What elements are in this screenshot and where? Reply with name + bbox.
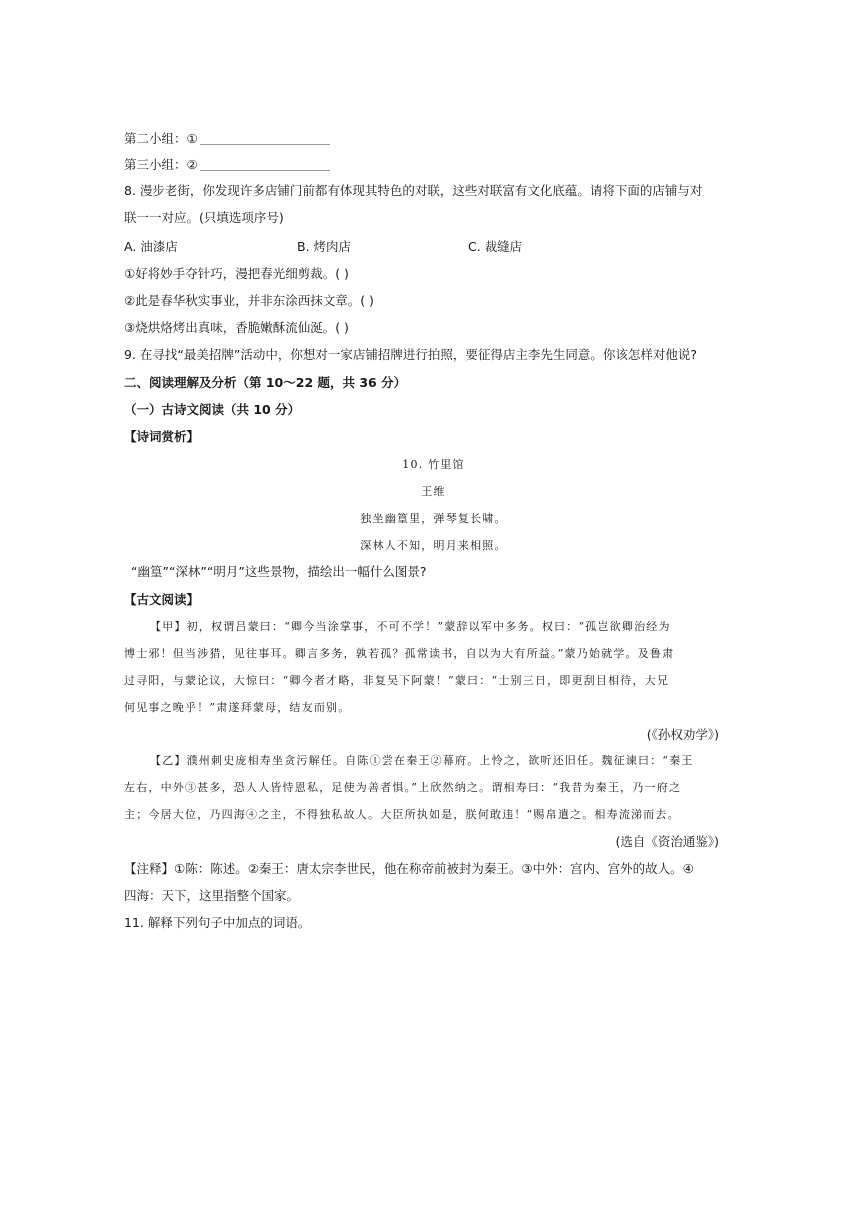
source-b: (选自《资治通鉴》)	[615, 834, 719, 849]
notes-line-1: 【注释】①陈：陈述。②秦王：唐太宗李世民，他在称帝前被封为秦王。③中外：宫内、宫外的故人。④	[124, 861, 694, 876]
passage-b-line-1: 【乙】濮州刺史庞相寿坐贪污解任。自陈①尝在秦王②幕府。上怜之，欲听还旧任。魏征谏曰：“秦王	[150, 754, 694, 767]
poetry-header: 【诗词赏析】	[124, 429, 200, 444]
q8-item-3: ③烧烘烙烤出真味，香脆嫩酥流仙涎。( )	[124, 320, 349, 335]
passage-a-line-4: 何见事之晚乎！”肃遂拜蒙母，结友而别。	[124, 701, 351, 714]
poem-question: “幽篁”“深林”“明月”这些景物，描绘出一幅什么图景?	[131, 564, 427, 579]
notes-line-2: 四海：天下，这里指整个国家。	[124, 888, 300, 903]
group3-answer-blank[interactable]	[200, 158, 330, 171]
group2-label: 第二小组：①	[124, 131, 198, 146]
passage-a-line-2: 博士邪！但当涉猎，见往事耳。卿言多务，孰若孤？孤常读书，自以为大有所益。”蒙乃始就学。及鲁肃	[124, 647, 675, 660]
q8-line2: 联一一对应。(只填选项序号)	[124, 210, 284, 225]
answer-line-group3	[124, 157, 330, 173]
q8-option-c: C. 裁缝店	[468, 239, 523, 254]
q8-option-b: B. 烤肉店	[297, 239, 352, 254]
passage-a-line-1: 【甲】初，权谓吕蒙曰：“卿今当涂掌事，不可不学！”蒙辞以军中多务。权曰：“孤岂欲卿治经为	[150, 620, 671, 633]
answer-line-group2	[124, 131, 330, 147]
group2-answer-blank[interactable]	[200, 132, 330, 145]
q8-item-1: ①好将妙手夺针巧，漫把春光细剪裁。( )	[124, 266, 349, 281]
poem-line-1: 独坐幽篁里，弹琴复长啸。	[360, 512, 507, 525]
part1-title: （一）古诗文阅读（共 10 分）	[124, 402, 301, 417]
poem-author: 王维	[421, 485, 446, 498]
passage-b-line-2: 左右，中外③甚多，恐人人皆恃恩私，足使为善者惧。”上欣然纳之。谓相寿曰：“我昔为秦王，乃一府之	[124, 781, 682, 794]
source-a: (《孙权劝学》)	[646, 727, 719, 742]
q11-text: 11. 解释下列句子中加点的词语。	[124, 915, 311, 930]
group3-label: 第三小组：②	[124, 157, 198, 172]
q9-text: 9. 在寻找“最美招牌”活动中，你想对一家店铺招牌进行拍照，要征得店主李先生同意。你该怎样对他说?	[124, 347, 697, 362]
section2-title: 二、阅读理解及分析（第 10～22 题，共 36 分）	[124, 375, 407, 390]
q8-line1: 8. 漫步老街，你发现许多店铺门前都有体现其特色的对联，这些对联富有文化底蕴。请将下面的店铺与对	[124, 183, 703, 198]
passage-b-line-3: 主；今居大位，乃四海④之主，不得独私故人。大臣所执如是，朕何敢违！”赐帛遣之。相寿流涕而去。	[124, 808, 680, 821]
poem-line-2: 深林人不知，明月来相照。	[360, 539, 507, 552]
passage-a-line-3: 过寻阳，与蒙论议，大惊曰：“卿今者才略，非复吴下阿蒙！”蒙曰：“士别三日，即更刮目相待，大兄	[124, 674, 670, 687]
q8-option-a: A. 油漆店	[124, 239, 178, 254]
q8-item-2: ②此是春华秋实事业，并非东涂西抹文章。( )	[124, 293, 374, 308]
poem-title: 10. 竹里馆	[402, 458, 465, 471]
classic-header: 【古文阅读】	[124, 592, 200, 607]
